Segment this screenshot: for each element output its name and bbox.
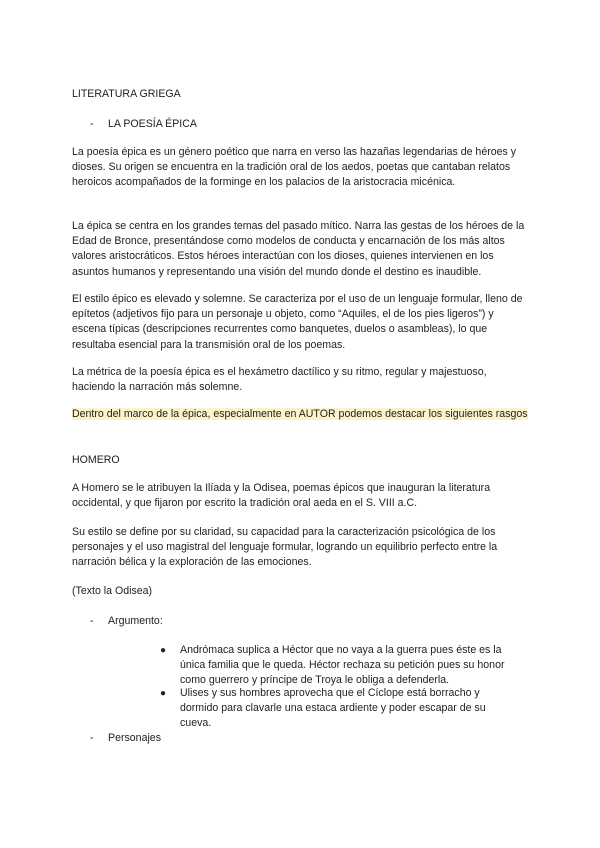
list-item-text: Ulises y sus hombres aprovecha que el Cíclope está borracho y dormido para clavarle una estaca ardiente y poder escapar de su cueva. <box>180 687 486 730</box>
document-title: LITERATURA GRIEGA <box>72 88 181 100</box>
dash-marker: - <box>90 732 94 744</box>
homero-heading: HOMERO <box>72 454 120 466</box>
argumento-label: Argumento: <box>108 615 163 627</box>
dash-marker: - <box>90 615 94 627</box>
paragraph-8: (Texto la Odisea) <box>72 585 153 597</box>
list-item-text: Andrómaca suplica a Héctor que no vaya a la guerra pues éste es la única familia que le queda. Héctor rechaza su petición pues su honor como guerrero y príncipe de Troya le obliga a defenderla. <box>180 644 505 687</box>
paragraph-1: La poesía épica es un género poético que narra en verso las hazañas legendarias de héroes y dioses. Su origen se encuentra en la tradición oral de los aedos, poetas que cantaban relatos heroicos acompañados de la forminge en los palacios de la aristocracia micénica. <box>72 146 517 189</box>
personajes-label: Personajes <box>108 732 161 744</box>
highlighted-text: Dentro del marco de la épica, especialmente en AUTOR podemos destacar los siguientes rasgos <box>72 408 528 420</box>
paragraph-7: Su estilo se define por su claridad, su capacidad para la caracterización psicológica de los personajes y el uso magistral del lenguaje formular, logrando un equilibrio perfecto entre la narración bélica y la exploración de las emociones. <box>72 526 498 569</box>
paragraph-6: A Homero se le atribuyen la Ilíada y la Odisea, poemas épicos que inauguran la literatura occidental, y que fijaron por escrito la tradición oral aeda en el S. VIII a.C. <box>72 482 491 510</box>
paragraph-2: La épica se centra en los grandes temas del pasado mítico. Narra las gestas de los héroes de la Edad de Bronce, presentándose como modelos de conducta y encarnación de los más altos valores aristocráticos. Estos héroes interactúan con los dioses, quienes intervienen en los asuntos humanos y representando una visión del mundo donde el destino es inaudible. <box>72 220 525 278</box>
bullet-icon: ● <box>160 645 167 656</box>
section-label: LA POESÍA ÉPICA <box>108 118 197 130</box>
bullet-icon: ● <box>160 688 167 699</box>
paragraph-3: El estilo épico es elevado y solemne. Se caracteriza por el uso de un lenguaje formular, lleno de epítetos (adjetivos fijo para un personaje u objeto, como “Aquiles, el de los pies ligeros”) y escena típicas (descripciones recurrentes como banquetes, duelos o asambleas), lo que resultaba esencial para la transmisión oral de los poemas. <box>72 293 523 351</box>
paragraph-4: La métrica de la poesía épica es el hexámetro dactílico y su ritmo, regular y majestuoso, haciendo la narración más solemne. <box>72 366 487 394</box>
paragraph-highlighted <box>72 407 528 422</box>
dash-marker: - <box>90 118 94 130</box>
